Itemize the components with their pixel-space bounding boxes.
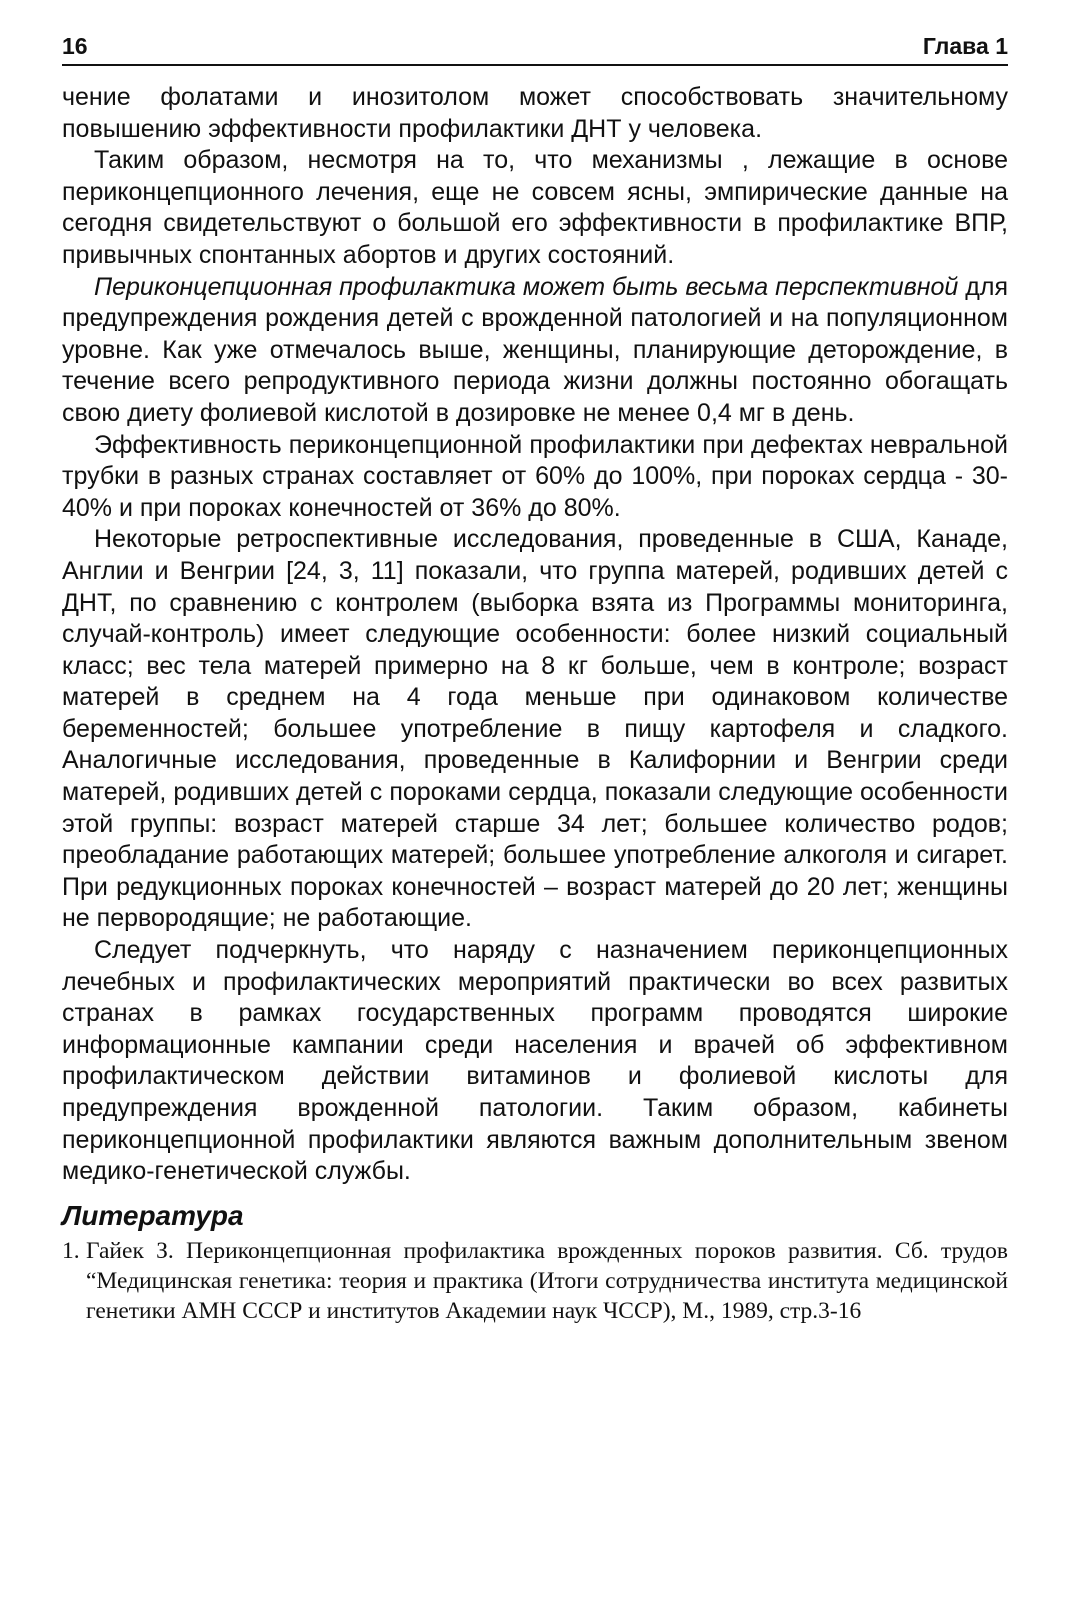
paragraph xyxy=(62,272,1008,430)
italic-lead: Периконцепционная профилактика может быть весьма перспективной xyxy=(94,272,959,301)
page-number: 16 xyxy=(62,33,88,59)
paragraph: Таким образом, несмотря на то, что механизмы , лежащие в основе периконцепционного лечения, еще не совсем ясны, эмпирические данные на сегодня свидетельствуют о большой его эффективности в профилактике ВПР, привычных спонтанных абортов и других состояний. xyxy=(62,146,1008,269)
body-text xyxy=(62,82,1008,1188)
paragraph: чение фолатами и инозитолом может способствовать значительному повышению эффективности профилактики ДНТ у человека. xyxy=(62,83,1008,143)
paragraph: Эффективность периконцепционной профилактики при дефектах невральной трубки в разных странах составляет от 60% до 100%, при пороках сердца - 30-40% и при пороках конечностей от 36% до 80%. xyxy=(62,430,1008,522)
reference-item xyxy=(62,1236,1008,1326)
reference-number: 1. xyxy=(62,1237,80,1264)
references-list xyxy=(62,1236,1008,1326)
references-heading: Литература xyxy=(62,1199,244,1231)
book-page xyxy=(62,32,1008,1326)
running-header xyxy=(62,32,1008,66)
chapter-title: Глава 1 xyxy=(922,33,1008,59)
paragraph: Некоторые ретроспективные исследования, проведенные в США, Канаде, Англии и Венгрии [24, 3, 11] показали, что группа матерей, родивших детей с ДНТ, по сравнению с контролем (выборка взята из Программы мониторинга, случай-контроль) имеет следующие особенности: более низкий социальный класс; вес тела матерей примерно на 8 кг больше, чем в контроле; возраст матерей в среднем на 4 года меньше при одинаковом количестве беременностей; большее употребление в пищу картофеля и сладкого. Аналогичные исследования, проведенные в Калифорнии и Венгрии среди матерей, родивших детей с пороками сердца, показали следующие особенности этой группы: возраст матерей старше 34 лет; большее количество родов; преобладание работающих матерей; большее употребление алкоголя и сигарет. При редукционных пороках конечностей – возраст матерей до 20 лет; женщины не первородящие; не работающие. xyxy=(62,525,1008,933)
reference-text: Гайек З. Периконцепционная профилактика врожденных пороков развития. Сб. трудов “Медицинская генетика: теория и практика (Итоги сотрудничества института медицинской генетики АМН СССР и институтов Академии наук ЧССР), М., 1989, стр.3-16 xyxy=(86,1237,1008,1324)
paragraph: Следует подчеркнуть, что наряду с назначением периконцепционных лечебных и профилактических мероприятий практически во всех развитых странах в рамках государственных программ проводятся широкие информационные кампании среди населения и врачей об эффективном профилактическом действии витаминов и фолиевой кислоты для предупреждения врожденной патологии. Таким образом, кабинеты периконцепционной профилактики являются важным дополнительным звеном медико-генетической службы. xyxy=(62,936,1008,1186)
paragraph-text: для предупреждения рождения детей с врожденной патологией и на популяционном уровне. Как уже отмечалось выше, женщины, планирующие деторождение, в течение всего репродуктивного периода жизни должны постоянно обогащать свою диету фолиевой кислотой в дозировке не менее 0,4 мг в день. xyxy=(62,272,1008,427)
